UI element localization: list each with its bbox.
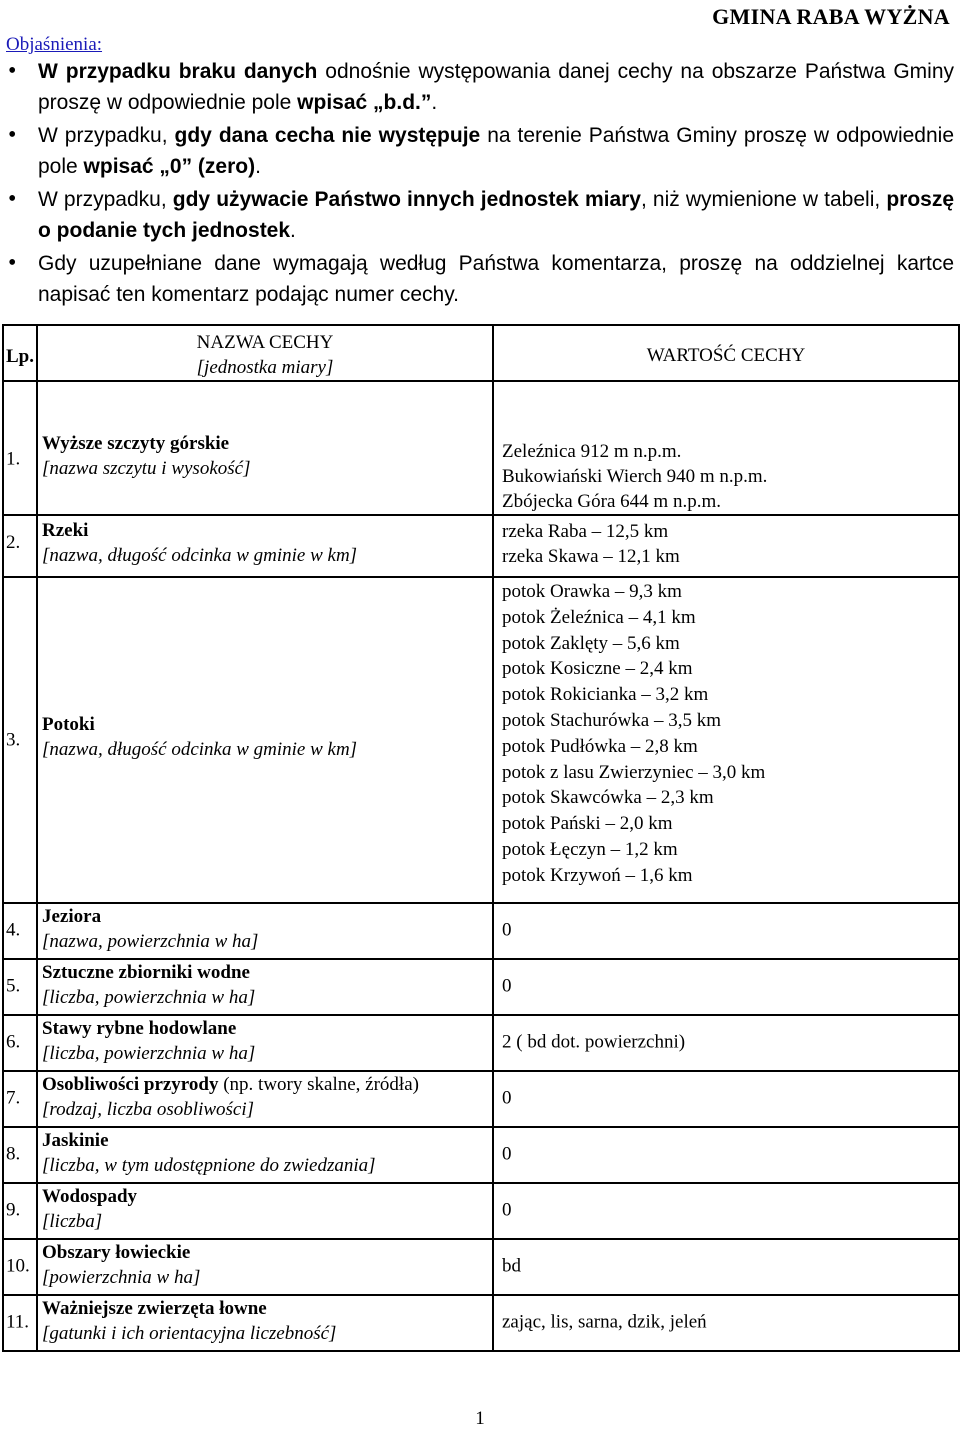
note-text: W przypadku, <box>38 188 173 211</box>
row-value-cell <box>493 959 959 1015</box>
note-text: W przypadku, <box>38 124 175 147</box>
note-text: . <box>431 91 438 114</box>
value-line: potok Krzywoń – 1,6 km <box>502 864 693 886</box>
row-name-cell <box>37 903 493 959</box>
row-name-cell <box>37 515 493 577</box>
feature-name: Obszary łowieckie <box>42 1242 191 1263</box>
feature-value: 0 <box>502 1143 512 1165</box>
value-line: Zeleźnica 912 m n.p.m. <box>502 441 682 462</box>
page-number: 1 <box>475 1408 485 1429</box>
row-number: 8. <box>6 1143 21 1165</box>
explanation-item <box>0 184 958 246</box>
row-name-cell <box>37 577 493 903</box>
feature-name: Stawy rybne hodowlane <box>42 1018 237 1039</box>
feature-name: Ważniejsze zwierzęta łowne <box>42 1298 267 1319</box>
row-number-cell <box>3 959 37 1015</box>
feature-value: 0 <box>502 1087 512 1109</box>
row-value-cell <box>493 1239 959 1295</box>
feature-unit: [nazwa, powierzchnia w ha] <box>42 931 259 952</box>
explanations-label: Objaśnienia: <box>6 34 103 55</box>
feature-unit: [liczba, powierzchnia w ha] <box>42 1043 256 1064</box>
header-name: NAZWA CECHY <box>196 332 334 353</box>
row-number: 5. <box>6 975 21 997</box>
row-number: 10. <box>6 1255 30 1277</box>
feature-value: 0 <box>502 919 512 941</box>
feature-name: Wodospady <box>42 1186 138 1207</box>
note-text: Gdy uzupełniane dane wymagają według Państwa komentarza, proszę na oddzielnej kartce napisać ten komentarz podając numer cechy. <box>38 252 954 306</box>
row-number: 7. <box>6 1087 21 1109</box>
row-number: 1. <box>6 448 21 470</box>
value-line: rzeka Skawa – 12,1 km <box>502 546 680 567</box>
note-bold: gdy używacie Państwo innych jednostek miary <box>172 188 641 211</box>
value-line: potok Rokicianka – 3,2 km <box>502 684 709 706</box>
header-value: WARTOŚĆ CECHY <box>493 325 959 381</box>
row-number-cell <box>3 381 37 515</box>
feature-name: Potoki <box>42 713 95 735</box>
page-header-title: GMINA RABA WYŻNA <box>712 4 950 29</box>
note-text: . <box>255 155 261 178</box>
row-name-cell <box>37 381 493 515</box>
row-value-cell <box>493 1071 959 1127</box>
feature-name: Osobliwości przyrody <box>42 1074 219 1095</box>
note-bold: wpisać „b.d.” <box>297 91 432 114</box>
feature-unit: [powierzchnia w ha] <box>42 1267 201 1288</box>
row-value-cell <box>493 1015 959 1071</box>
row-value-cell <box>493 381 959 515</box>
feature-name: Wyższe szczyty górskie <box>42 433 230 455</box>
value-line: Bukowiański Wierch 940 m n.p.m. <box>502 466 768 487</box>
row-name-cell <box>37 959 493 1015</box>
value-line: potok Pudłówka – 2,8 km <box>502 735 698 757</box>
feature-name: Jeziora <box>42 906 102 927</box>
row-number: 3. <box>6 729 21 751</box>
feature-name: Jaskinie <box>42 1130 109 1151</box>
header-name-cell <box>37 325 493 381</box>
row-number-cell <box>3 577 37 903</box>
value-line: potok Żeleźnica – 4,1 km <box>502 606 696 628</box>
explanation-item <box>0 120 958 182</box>
value-line: potok Zaklęty – 5,6 km <box>502 632 680 654</box>
features-table <box>2 324 960 1352</box>
row-number-cell <box>3 1071 37 1127</box>
explanation-item <box>0 56 958 118</box>
row-value-cell <box>493 903 959 959</box>
note-bold: gdy dana cecha nie występuje <box>174 124 481 147</box>
row-value-cell <box>493 515 959 577</box>
note-text: na terenie Państwa Gminy proszę w odpowiednie pole <box>38 124 954 178</box>
row-name-cell <box>37 1071 493 1127</box>
row-number: 9. <box>6 1199 21 1221</box>
row-number: 4. <box>6 919 21 941</box>
feature-value: bd <box>502 1255 521 1277</box>
row-number-cell <box>3 903 37 959</box>
feature-name: Rzeki <box>42 520 89 541</box>
row-name-cell <box>37 1183 493 1239</box>
row-value-cell <box>493 1183 959 1239</box>
feature-unit: [nazwa, długość odcinka w gminie w km] <box>42 738 358 760</box>
feature-name-extra: (np. twory skalne, źródła) <box>218 1074 419 1095</box>
row-number-cell <box>3 1295 37 1351</box>
feature-unit: [nazwa szczytu i wysokość] <box>42 458 251 480</box>
note-bold: W przypadku braku danych <box>38 60 318 83</box>
note-text: . <box>290 219 296 242</box>
value-line: potok Kosiczne – 2,4 km <box>502 658 693 680</box>
feature-unit: [rodzaj, liczba osobliwości] <box>42 1099 255 1120</box>
explanations-list <box>0 56 958 312</box>
feature-unit: [gatunki i ich orientacyjna liczebność] <box>42 1323 337 1344</box>
row-number-cell <box>3 1183 37 1239</box>
row-number: 11. <box>6 1311 30 1333</box>
note-bold: wpisać „0” (zero) <box>83 155 256 178</box>
note-bold: proszę o podanie tych jednostek <box>38 188 954 242</box>
row-number-cell <box>3 1015 37 1071</box>
feature-value: 2 ( bd dot. powierzchni) <box>502 1031 686 1053</box>
note-text: odnośnie występowania danej cechy na obszarze Państwa Gminy proszę w odpowiednie pole <box>38 60 954 114</box>
header-lp: Lp. <box>3 325 37 381</box>
value-line: rzeka Raba – 12,5 km <box>502 521 669 542</box>
row-name-cell <box>37 1015 493 1071</box>
row-name-cell <box>37 1239 493 1295</box>
value-line: potok Łęczyn – 1,2 km <box>502 838 678 860</box>
feature-value: zając, lis, sarna, dzik, jeleń <box>502 1311 707 1333</box>
feature-unit: [liczba, w tym udostępnione do zwiedzania] <box>42 1155 376 1176</box>
value-line: potok Skawcówka – 2,3 km <box>502 787 714 809</box>
row-number-cell <box>3 1127 37 1183</box>
row-value-cell <box>493 577 959 903</box>
row-value-cell <box>493 1127 959 1183</box>
value-line: potok Orawka – 9,3 km <box>502 581 682 602</box>
row-name-cell <box>37 1295 493 1351</box>
feature-unit: [nazwa, długość odcinka w gminie w km] <box>42 545 358 566</box>
row-number: 6. <box>6 1031 21 1053</box>
feature-value: 0 <box>502 975 512 997</box>
value-line: potok Stachurówka – 3,5 km <box>502 709 722 731</box>
note-text: , niż wymienione w tabeli, <box>640 188 887 211</box>
feature-unit: [liczba] <box>42 1211 103 1232</box>
feature-name: Sztuczne zbiorniki wodne <box>42 962 250 983</box>
value-line: potok z lasu Zwierzyniec – 3,0 km <box>502 761 766 783</box>
row-number: 2. <box>3 515 37 577</box>
row-number-cell <box>3 1239 37 1295</box>
explanation-item <box>0 248 958 310</box>
feature-value: 0 <box>502 1199 512 1221</box>
row-value-cell <box>493 1295 959 1351</box>
header-unit: [jednostka miary] <box>196 357 334 378</box>
value-line: Zbójecka Góra 644 m n.p.m. <box>502 491 721 512</box>
feature-unit: [liczba, powierzchnia w ha] <box>42 987 256 1008</box>
value-line: potok Pański – 2,0 km <box>502 813 673 835</box>
row-name-cell <box>37 1127 493 1183</box>
